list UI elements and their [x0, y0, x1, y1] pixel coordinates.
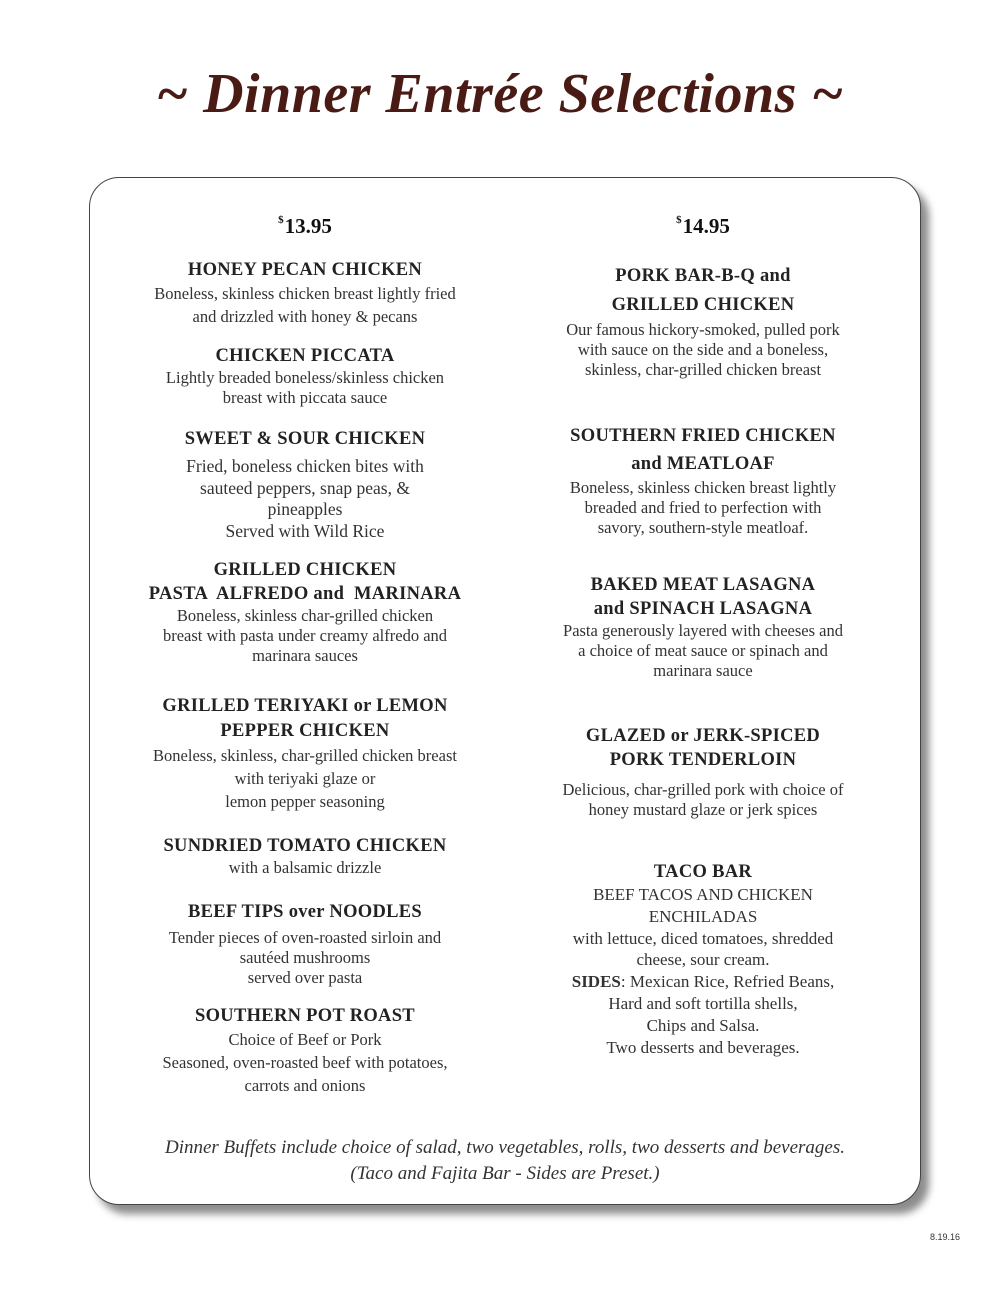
item-description: Boneless, skinless, char-grilled chicken breast with teriyaki glaze or lemon pepper seasoning — [153, 746, 457, 811]
item-description: Tender pieces of oven-roasted sirloin and sautéed mushrooms served over pasta — [168, 928, 442, 987]
price-left: $13.95 — [278, 214, 332, 238]
item-description: Lightly breaded boneless/skinless chicken breast with piccata sauce — [165, 368, 445, 407]
item-name: SOUTHERN POT ROAST — [195, 1006, 415, 1026]
item-description: Our famous hickory-smoked, pulled pork with sauce on the side and a boneless, skinless, char-grilled chicken breast — [566, 320, 840, 379]
item-description: Boneless, skinless chicken breast lightly breaded and fried to perfection with savory, southern-style meatloaf. — [569, 478, 837, 537]
item-description: Pasta generously layered with cheeses and a choice of meat sauce or spinach and marinara sauce — [563, 621, 843, 680]
taco-bar-sides: SIDES: Mexican Rice, Refried Beans, — [571, 972, 835, 992]
item-description: with a balsamic drizzle — [228, 858, 382, 877]
item-name: BEEF TIPS over NOODLES — [188, 902, 422, 922]
menu-item-sundried-tomato-chicken — [128, 834, 482, 878]
item-name: SWEET & SOUR CHICKEN — [184, 429, 426, 449]
item-description: Choice of Beef or Pork Seasoned, oven-roasted beef with potatoes, carrots and onions — [162, 1030, 448, 1095]
item-name: SUNDRIED TOMATO CHICKEN — [163, 836, 447, 856]
item-description: Fried, boneless chicken bites with sauteed peppers, snap peas, & pineapples Served with Wild Rice — [186, 456, 424, 541]
menu-item-lasagna — [520, 573, 886, 681]
menu-item-southern-fried-chicken-meatloaf — [520, 422, 886, 538]
item-name: PORK BAR-B-Q and GRILLED CHICKEN — [611, 266, 795, 315]
menu-item-pork-tenderloin — [520, 724, 886, 820]
item-description: Boneless, skinless char-grilled chicken breast with pasta under creamy alfredo and marinara sauces — [162, 606, 448, 665]
menu-item-beef-tips — [128, 900, 482, 988]
item-description: BEEF TACOS AND CHICKEN ENCHILADAS with lettuce, diced tomatoes, shredded cheese, sour cream. SIDES: Mexican Rice, Refried Beans, Hard and soft tortilla shells, Chips and Salsa. Two desserts and beverages. — [520, 884, 886, 1058]
item-name: TACO BAR — [653, 862, 753, 882]
item-description: Boneless, skinless chicken breast lightly fried and drizzled with honey & pecans — [154, 284, 456, 326]
item-name: CHICKEN PICCATA — [215, 346, 395, 366]
menu-item-sweet-sour-chicken — [128, 427, 482, 542]
menu-item-grilled-chicken-pasta — [128, 558, 482, 666]
menu-item-honey-pecan-chicken — [128, 258, 482, 328]
price-right: $14.95 — [676, 214, 730, 238]
buffet-note: Dinner Buffets include choice of salad, two vegetables, rolls, two desserts and beverages. (Taco and Fajita Bar - Sides are Preset.) — [164, 1137, 846, 1184]
item-name: GRILLED CHICKEN PASTA ALFREDO and MARINARA — [148, 560, 462, 604]
item-name: HONEY PECAN CHICKEN — [187, 260, 423, 280]
item-name: GRILLED TERIYAKI or LEMON PEPPER CHICKEN — [162, 696, 448, 741]
menu-item-teriyaki-lemon-pepper — [128, 694, 482, 813]
item-name: SOUTHERN FRIED CHICKEN and MEATLOAF — [570, 426, 836, 474]
menu-panel — [89, 177, 921, 1205]
item-name: GLAZED or JERK-SPICED PORK TENDERLOIN — [585, 726, 821, 770]
menu-item-taco-bar — [520, 860, 886, 1058]
version-number: 8.19.16 — [929, 1232, 960, 1242]
menu-item-pork-bbq-grilled-chicken — [520, 262, 886, 380]
page-title: ~ Dinner Entrée Selections ~ — [156, 63, 844, 125]
item-name: BAKED MEAT LASAGNA and SPINACH LASAGNA — [590, 575, 816, 619]
menu-item-chicken-piccata — [128, 344, 482, 408]
menu-item-southern-pot-roast — [128, 1004, 482, 1097]
item-description: Delicious, char-grilled pork with choice of honey mustard glaze or jerk spices — [562, 780, 844, 819]
